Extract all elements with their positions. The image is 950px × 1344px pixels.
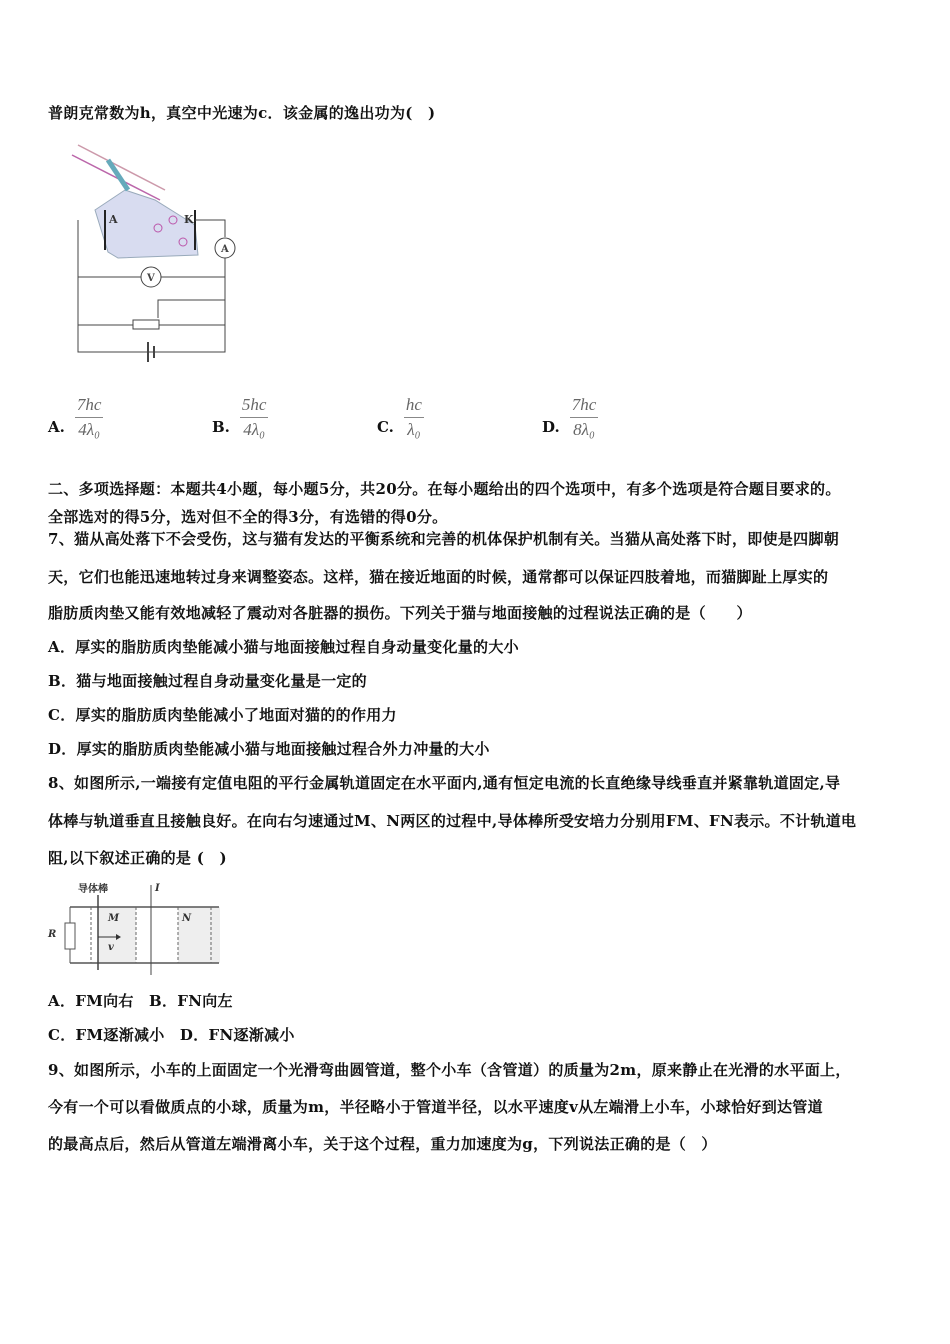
q7-stem-line: 7、猫从高处落下不会受伤，这与猫有发达的平衡系统和完善的机体保护机制有关。当猫从高处落下时，即使是四脚朝	[48, 530, 840, 548]
fraction	[404, 395, 424, 440]
denominator: 8λ₀	[573, 420, 595, 439]
q8-options-cd[interactable]: C．FM逐渐减小 D．FN逐渐减小	[48, 1026, 295, 1044]
q7-stem-line: 脂肪质肉垫又能有效地减轻了震动对各脏器的损伤。下列关于猫与地面接触的过程说法正确的是（ ）	[48, 604, 752, 622]
q6-option-d[interactable]	[542, 395, 598, 440]
ammeter-label: A	[221, 244, 229, 255]
photoelectric-circuit-figure	[70, 140, 245, 375]
q6-option-c[interactable]	[377, 395, 424, 440]
fraction	[240, 395, 269, 440]
resistor-label: R	[48, 929, 57, 940]
option-label: D.	[542, 418, 560, 436]
section-heading: 二、多项选择题：本题共4小题，每小题5分，共20分。在每小题给出的四个选项中，有多个选项是符合题目要求的。	[48, 480, 841, 498]
q6-option-b[interactable]	[212, 395, 268, 440]
option-label: B.	[212, 418, 230, 436]
cathode-label: K	[184, 213, 194, 226]
q7-option-a[interactable]: A．厚实的脂肪质肉垫能减小猫与地面接触过程自身动量变化量的大小	[48, 638, 519, 656]
numerator: 5hc	[240, 395, 269, 418]
numerator: 7hc	[570, 395, 599, 418]
denominator: λ₀	[407, 420, 421, 439]
numerator: hc	[404, 395, 424, 418]
denominator: 4λ₀	[78, 420, 101, 439]
region-n-label: N	[182, 913, 192, 924]
q9-stem-line: 9、如图所示，小车的上面固定一个光滑弯曲圆管道，整个小车（含管道）的质量为2m，原来静止在光滑的水平面上，	[48, 1061, 851, 1079]
denominator: 4λ₀	[243, 420, 266, 439]
q9-stem-line: 的最高点后，然后从管道左端滑离小车，关于这个过程，重力加速度为g，下列说法正确的是（ ）	[48, 1135, 717, 1153]
q8-stem-line: 8、如图所示,一端接有定值电阻的平行金属轨道固定在水平面内,通有恒定电流的长直绝缘导线垂直并紧靠轨道固定,导	[48, 774, 841, 792]
numerator: 7hc	[75, 395, 104, 418]
current-label: I	[155, 883, 160, 894]
option-label: C.	[377, 418, 394, 436]
q8-stem-line: 体棒与轨道垂直且接触良好。在向右匀速通过M、N两区的过程中,导体棒所受安培力分别用FM、FN表示。不计轨道电	[48, 812, 857, 830]
section-instructions: 全部选对的得5分，选对但不全的得3分，有选错的得0分。	[48, 508, 448, 526]
q7-option-d[interactable]: D．厚实的脂肪质肉垫能减小猫与地面接触过程合外力冲量的大小	[48, 740, 490, 758]
q8-options-ab[interactable]: A．FM向右 B．FN向左	[48, 992, 233, 1010]
q6-option-a[interactable]	[48, 395, 103, 440]
q9-stem-line: 今有一个可以看做质点的小球，质量为m，半径略小于管道半径，以水平速度v从左端滑上小车，小球恰好到达管道	[48, 1098, 823, 1116]
q7-option-c[interactable]: C．厚实的脂肪质肉垫能减小了地面对猫的的作用力	[48, 706, 397, 724]
q6-stem: 普朗克常数为h，真空中光速为c．该金属的逸出功为( )	[48, 104, 436, 122]
voltmeter-label: V	[147, 273, 155, 284]
option-label: A.	[48, 418, 65, 436]
rod-label: 导体棒	[78, 884, 108, 895]
q7-stem-line: 天，它们也能迅速地转过身来调整姿态。这样，猫在接近地面的时候，通常都可以保证四肢着地，而猫脚趾上厚实的	[48, 568, 829, 586]
q8-stem-line: 阻,以下叙述正确的是 ( )	[48, 849, 227, 867]
velocity-label: v	[108, 942, 114, 953]
q7-option-b[interactable]: B．猫与地面接触过程自身动量变化量是一定的	[48, 672, 367, 690]
rail-figure	[44, 875, 224, 975]
region-m-label: M	[108, 913, 120, 924]
fraction	[75, 395, 104, 440]
fraction	[570, 395, 599, 440]
anode-label: A	[109, 213, 118, 226]
